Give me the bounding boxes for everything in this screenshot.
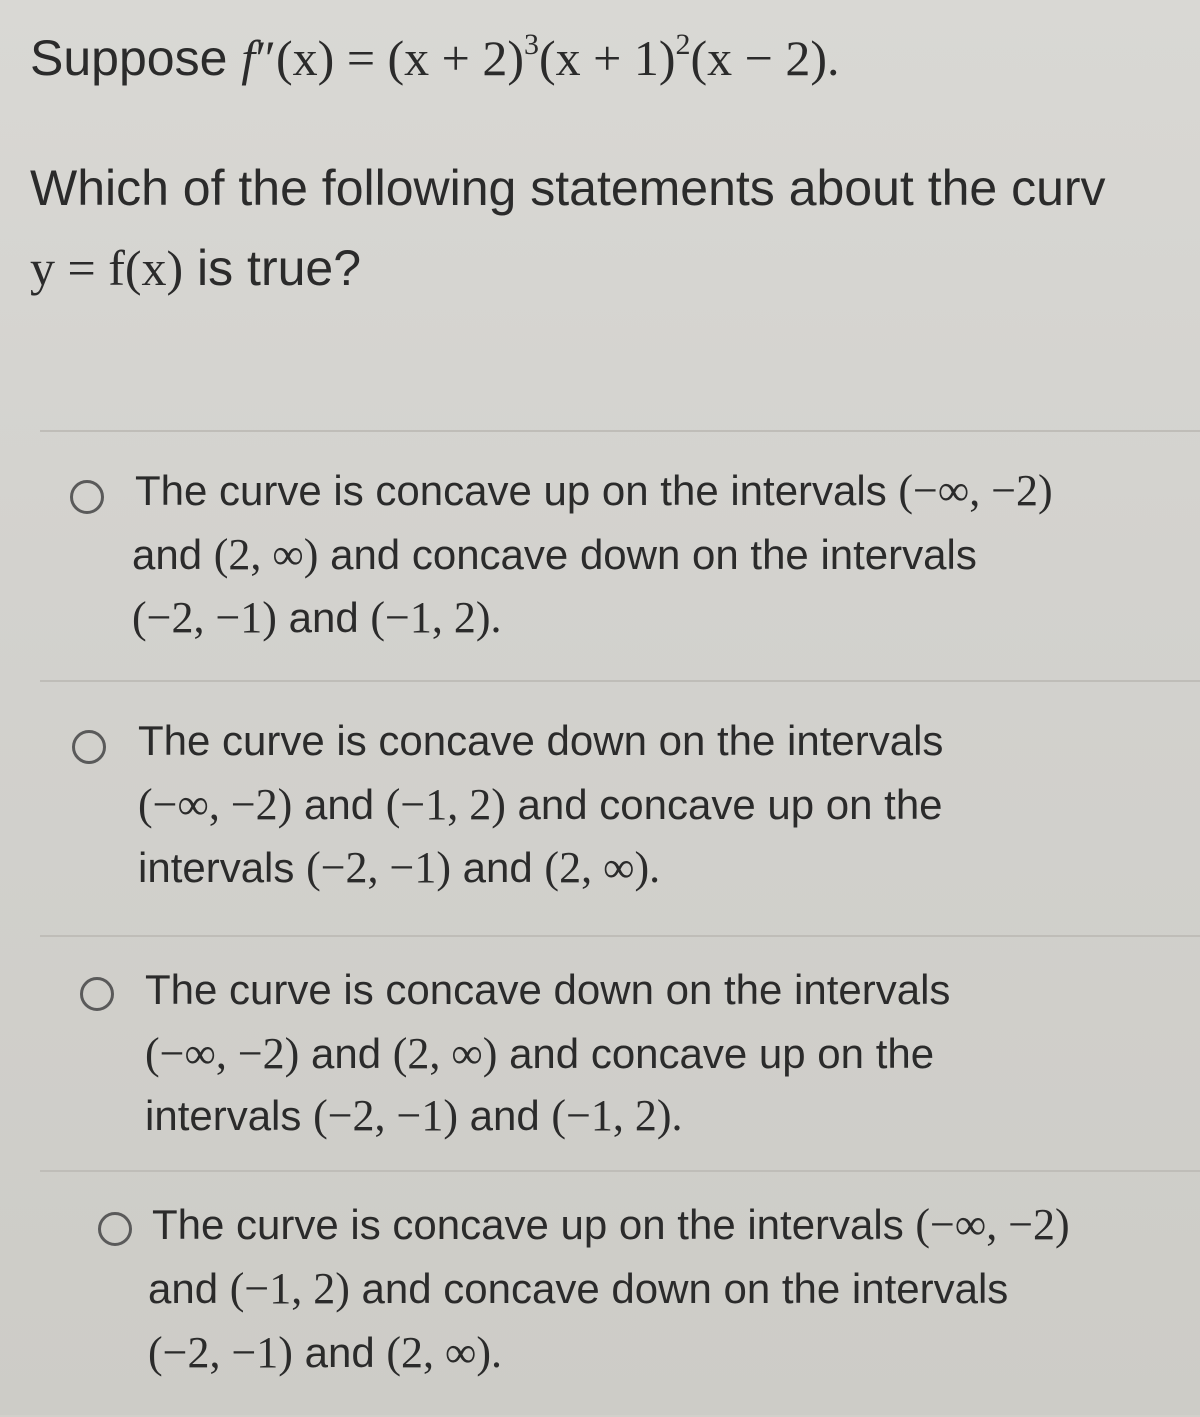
second-derivative-expression: $f''(x) = (x + 2)^3(x + 1)^2(x - 2)$. [241,28,840,86]
question-line-3: y = f(x) is true? [30,240,362,296]
question-line-1 [30,18,1200,98]
answer-option-4[interactable] [40,1170,1200,1417]
answer-option-2[interactable] [40,680,1200,932]
option-2-line-1: The curve is concave down on the intervals [138,717,944,764]
answer-option-3[interactable] [40,935,1200,1172]
answer-option-1[interactable] [40,430,1200,677]
option-4-line-1: The curve is concave up on the intervals (−∞, −2) [152,1200,1070,1249]
radio-button-icon[interactable] [70,480,104,514]
question-prefix: Suppose [30,30,242,86]
option-1-line-1: The curve is concave up on the intervals (−∞, −2) [135,466,1053,515]
radio-button-icon[interactable] [98,1212,132,1246]
curve-expression: y = f(x) [30,240,184,296]
option-2-line-3: intervals (−2, −1) and (2, ∞). [138,843,661,892]
radio-button-icon[interactable] [72,730,106,764]
option-2-line-2: (−∞, −2) and (−1, 2) and concave up on the [138,780,943,829]
radio-button-icon[interactable] [80,977,114,1011]
option-1-line-2: and (2, ∞) and concave down on the intervals [132,530,977,579]
question-stem [30,18,1200,296]
question-line-2: Which of the following statements about the curv [30,160,1106,216]
option-3-line-1: The curve is concave down on the intervals [145,966,951,1013]
option-4-line-3: (−2, −1) and (2, ∞). [148,1328,503,1377]
option-4-line-2: and (−1, 2) and concave down on the intervals [148,1264,1009,1313]
option-3-line-3: intervals (−2, −1) and (−1, 2). [145,1091,683,1140]
option-3-line-2: (−∞, −2) and (2, ∞) and concave up on the [145,1029,935,1078]
option-1-line-3: (−2, −1) and (−1, 2). [132,593,502,642]
